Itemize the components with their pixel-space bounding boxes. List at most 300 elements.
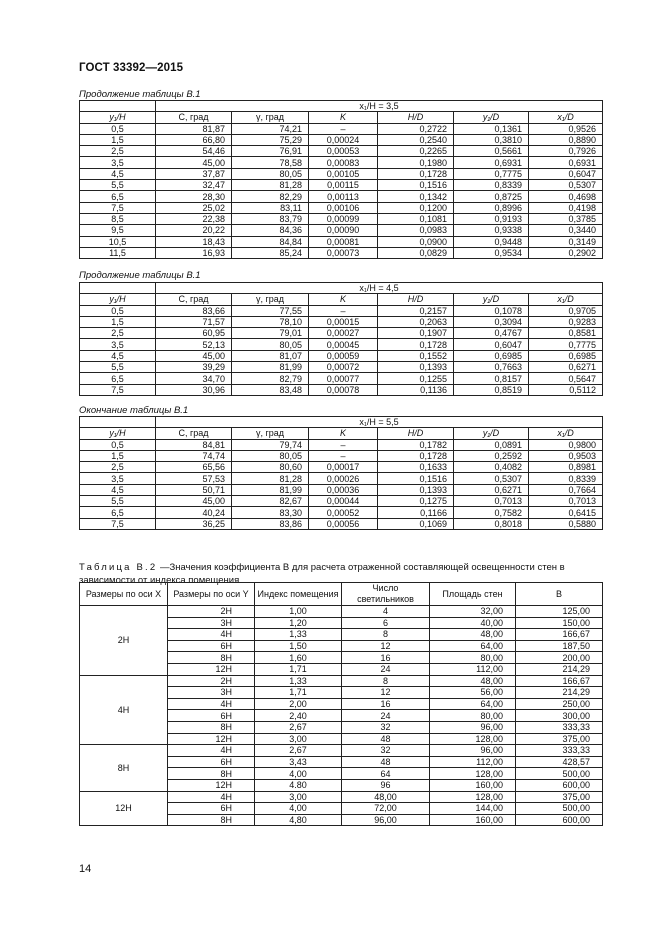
- table-cell: 0,2157: [378, 305, 454, 316]
- table-cell: 0,6271: [454, 484, 529, 495]
- table-cell: 0,1728: [378, 450, 454, 461]
- table-cell: 214,29: [516, 663, 603, 675]
- section-subheader: x₁/H = 5,5: [156, 417, 603, 428]
- table-cell: 8H: [168, 814, 255, 826]
- table-cell: 6H: [168, 756, 255, 768]
- table-cell: 4H: [168, 791, 255, 803]
- table-cell: 83,30: [232, 507, 309, 518]
- table-cell: 83,48: [232, 384, 309, 395]
- blank-cell: [80, 283, 156, 294]
- column-header: x₁/D: [529, 428, 603, 439]
- table-row: [80, 518, 603, 529]
- table-cell: 78,58: [232, 157, 309, 168]
- table-cell: 1,33: [255, 629, 342, 641]
- table-cell: 8H: [168, 768, 255, 780]
- table-cell: 0,3094: [454, 316, 529, 327]
- blank-cell: [80, 417, 156, 428]
- table-cell: 4.80: [255, 779, 342, 791]
- table-cell: 0,3810: [454, 134, 529, 145]
- column-header: K: [309, 294, 378, 305]
- table-cell: 81,28: [232, 473, 309, 484]
- table-cell: 65,56: [156, 462, 232, 473]
- table-cell: 2,5: [80, 462, 156, 473]
- table-cell: 0,5307: [529, 180, 603, 191]
- table-cell: 0,00027: [309, 328, 378, 339]
- table-cell: 0,00059: [309, 350, 378, 361]
- table-cell: 0,00044: [309, 496, 378, 507]
- table-row: [80, 236, 603, 247]
- column-header: y₁/H: [80, 428, 156, 439]
- table-cell: 125,00: [516, 606, 603, 618]
- table-cell: 0,00081: [309, 236, 378, 247]
- table-cell: 0,1393: [378, 484, 454, 495]
- table-cell: 0,2063: [378, 316, 454, 327]
- table-cell: 36,25: [156, 518, 232, 529]
- table-row: [80, 507, 603, 518]
- table-cell: 160,00: [430, 779, 516, 791]
- table-cell: 0,2592: [454, 450, 529, 461]
- table-cell: 30,96: [156, 384, 232, 395]
- table-cell: 0,8981: [529, 462, 603, 473]
- table-cell: 0,1200: [378, 202, 454, 213]
- table-cell: 0,8890: [529, 134, 603, 145]
- table-row: [80, 316, 603, 327]
- table-cell: 2H: [168, 606, 255, 618]
- column-header: y₁/H: [80, 112, 156, 123]
- table-cell: 0,3149: [529, 236, 603, 247]
- table-cell: 0,1728: [378, 168, 454, 179]
- table-cell: 0,7013: [454, 496, 529, 507]
- table-cell: 375,00: [516, 733, 603, 745]
- table-cell: 48,00: [430, 675, 516, 687]
- table-row: [80, 462, 603, 473]
- table-cell: 0,1728: [378, 339, 454, 350]
- table-row: [80, 305, 603, 316]
- table-cell: 1,00: [255, 606, 342, 618]
- column-header: x₁/D: [529, 112, 603, 123]
- table-cell: 5,5: [80, 362, 156, 373]
- table-cell: 1,60: [255, 652, 342, 664]
- column-header: γ, град: [232, 428, 309, 439]
- table-cell: 83,11: [232, 202, 309, 213]
- table-cell: 600,00: [516, 779, 603, 791]
- table-row: [80, 213, 603, 224]
- table-cell: 50,71: [156, 484, 232, 495]
- table-cell: 84,81: [156, 439, 232, 450]
- table-cell: 333,33: [516, 721, 603, 733]
- table-cell: 0,2540: [378, 134, 454, 145]
- table-cell: 0,8339: [529, 473, 603, 484]
- table-cell: 0,9800: [529, 439, 603, 450]
- table-cell: 1,20: [255, 617, 342, 629]
- table-cell: 2,5: [80, 146, 156, 157]
- table-cell: 45,00: [156, 157, 232, 168]
- column-header: y₁/D: [454, 428, 529, 439]
- table-b1-part: [79, 100, 603, 259]
- table-cell: 2,40: [255, 710, 342, 722]
- table-cell: 16,93: [156, 247, 232, 258]
- table-cell: 48,00: [430, 629, 516, 641]
- table-cell: 0,1081: [378, 213, 454, 224]
- table-cell: 39,29: [156, 362, 232, 373]
- column-header: H/D: [378, 294, 454, 305]
- table-cell: 84,84: [232, 236, 309, 247]
- table-cell: –: [309, 450, 378, 461]
- table-cell: 4H: [168, 698, 255, 710]
- table-cell: 0,00072: [309, 362, 378, 373]
- table-row: [80, 247, 603, 258]
- table-cell: 2,5: [80, 328, 156, 339]
- column-header: H/D: [378, 428, 454, 439]
- table-cell: 0,9534: [454, 247, 529, 258]
- table-cell: 5,5: [80, 180, 156, 191]
- table-cell: 0,9338: [454, 225, 529, 236]
- group-x-size: 8H: [80, 745, 168, 791]
- table-cell: 1,50: [255, 640, 342, 652]
- table-cell: 0,1166: [378, 507, 454, 518]
- table-cell: 0,1255: [378, 373, 454, 384]
- table-cell: 0,00015: [309, 316, 378, 327]
- table-cell: 7,5: [80, 202, 156, 213]
- group-x-size: 12H: [80, 791, 168, 826]
- table-cell: 74,74: [156, 450, 232, 461]
- table-cell: 0,9503: [529, 450, 603, 461]
- table-cell: 8H: [168, 721, 255, 733]
- table-row: [80, 134, 603, 145]
- table-cell: 81,07: [232, 350, 309, 361]
- table-cell: 74,21: [232, 123, 309, 134]
- table-cell: 80,05: [232, 168, 309, 179]
- table-row: [80, 168, 603, 179]
- column-header: Размеры по оси X: [80, 583, 168, 606]
- table-cell: 81,99: [232, 484, 309, 495]
- table-cell: –: [309, 123, 378, 134]
- table-row: [80, 180, 603, 191]
- table-cell: 2,67: [255, 745, 342, 757]
- table-cell: 0,1980: [378, 157, 454, 168]
- table-cell: 3,00: [255, 791, 342, 803]
- table-b2-label: Таблица В.2: [79, 562, 158, 573]
- table-cell: 0,8519: [454, 384, 529, 395]
- table-cell: 187,50: [516, 640, 603, 652]
- table-cell: 96,00: [430, 745, 516, 757]
- table-cell: 12H: [168, 733, 255, 745]
- table-cell: 112,00: [430, 756, 516, 768]
- table-b1-caption: Продолжение таблицы В.1: [79, 89, 201, 100]
- table-cell: 0,8725: [454, 191, 529, 202]
- column-header: Индекс помещения: [255, 583, 342, 606]
- table-cell: 1,5: [80, 450, 156, 461]
- table-cell: 64,00: [430, 698, 516, 710]
- table-cell: 0,00115: [309, 180, 378, 191]
- table-cell: 56,00: [430, 687, 516, 699]
- table-cell: 4,5: [80, 484, 156, 495]
- table-b2-header: [80, 583, 603, 606]
- table-cell: 0,6047: [454, 339, 529, 350]
- table-cell: 12H: [168, 663, 255, 675]
- table-b2: [79, 582, 603, 826]
- table-cell: 32: [342, 745, 430, 757]
- table-cell: 0,6271: [529, 362, 603, 373]
- table-cell: 0,00024: [309, 134, 378, 145]
- table-cell: 0,4767: [454, 328, 529, 339]
- table-cell: 40,24: [156, 507, 232, 518]
- table-cell: 3,43: [255, 756, 342, 768]
- table-cell: 0,2722: [378, 123, 454, 134]
- table-cell: 37,87: [156, 168, 232, 179]
- table-cell: 0,3440: [529, 225, 603, 236]
- table-cell: 0,4198: [529, 202, 603, 213]
- table-cell: 0,6931: [529, 157, 603, 168]
- table-cell: 48: [342, 756, 430, 768]
- table-cell: 3H: [168, 617, 255, 629]
- table-cell: 0,9526: [529, 123, 603, 134]
- table-cell: 1,33: [255, 675, 342, 687]
- table-cell: 0,1069: [378, 518, 454, 529]
- table-cell: 52,13: [156, 339, 232, 350]
- table-cell: 4H: [168, 745, 255, 757]
- group-x-size: 4H: [80, 675, 168, 745]
- table-cell: 1,71: [255, 687, 342, 699]
- column-header: Размеры по оси Y: [168, 583, 255, 606]
- table-cell: 12: [342, 640, 430, 652]
- table-row: [80, 362, 603, 373]
- table-row: [80, 328, 603, 339]
- table-cell: 0,00106: [309, 202, 378, 213]
- table-cell: 45,00: [156, 350, 232, 361]
- table-row: [80, 675, 603, 687]
- table-cell: 82,29: [232, 191, 309, 202]
- table-cell: 0,8157: [454, 373, 529, 384]
- column-header: H/D: [378, 112, 454, 123]
- table-cell: 82,79: [232, 373, 309, 384]
- column-header: γ, град: [232, 112, 309, 123]
- table-row: [80, 384, 603, 395]
- column-header: y₁/D: [454, 112, 529, 123]
- table-cell: 80,05: [232, 450, 309, 461]
- table-cell: 9,5: [80, 225, 156, 236]
- table-cell: 80,00: [430, 710, 516, 722]
- table-cell: 22,38: [156, 213, 232, 224]
- document-header: ГОСТ 33392—2015: [79, 62, 184, 74]
- table-cell: 0,8018: [454, 518, 529, 529]
- table-cell: 1,5: [80, 134, 156, 145]
- table-cell: 0,6047: [529, 168, 603, 179]
- table-cell: 81,28: [232, 180, 309, 191]
- table-cell: 0,00045: [309, 339, 378, 350]
- table-cell: 128,00: [430, 768, 516, 780]
- table-cell: 500,00: [516, 768, 603, 780]
- table-cell: 0,6985: [454, 350, 529, 361]
- table-cell: 0,5307: [454, 473, 529, 484]
- table-cell: 0,1136: [378, 384, 454, 395]
- table-cell: 6,5: [80, 507, 156, 518]
- table-cell: 24: [342, 710, 430, 722]
- table-cell: 6,5: [80, 373, 156, 384]
- table-cell: 4: [342, 606, 430, 618]
- table-cell: 96,00: [342, 814, 430, 826]
- table-row: [80, 450, 603, 461]
- table-cell: 6,5: [80, 191, 156, 202]
- table-cell: 0,1078: [454, 305, 529, 316]
- table-cell: 0,00113: [309, 191, 378, 202]
- table-cell: 200,00: [516, 652, 603, 664]
- table-cell: 0,1516: [378, 180, 454, 191]
- table-cell: 0,7582: [454, 507, 529, 518]
- table-cell: 82,67: [232, 496, 309, 507]
- table-cell: 0,00077: [309, 373, 378, 384]
- table-cell: 4,00: [255, 768, 342, 780]
- table-cell: 500,00: [516, 803, 603, 815]
- table-cell: 0,4082: [454, 462, 529, 473]
- table-cell: 3H: [168, 687, 255, 699]
- table-cell: 8: [342, 629, 430, 641]
- table-cell: 4,5: [80, 350, 156, 361]
- table-cell: 10,5: [80, 236, 156, 247]
- table-cell: 0,5880: [529, 518, 603, 529]
- table-cell: 25,02: [156, 202, 232, 213]
- table-cell: 8: [342, 675, 430, 687]
- table-row: [80, 745, 603, 757]
- table-cell: 48,00: [342, 791, 430, 803]
- table-cell: 0,9705: [529, 305, 603, 316]
- table-cell: 4H: [168, 629, 255, 641]
- table-row: [80, 484, 603, 495]
- table-cell: 0,2265: [378, 146, 454, 157]
- table-cell: 0,00105: [309, 168, 378, 179]
- table-cell: 28,30: [156, 191, 232, 202]
- table-cell: 0,1782: [378, 439, 454, 450]
- table-cell: 64: [342, 768, 430, 780]
- table-cell: 84,36: [232, 225, 309, 236]
- table-cell: 85,24: [232, 247, 309, 258]
- table-cell: 75,29: [232, 134, 309, 145]
- table-cell: 250,00: [516, 698, 603, 710]
- table-cell: 96: [342, 779, 430, 791]
- table-cell: 20,22: [156, 225, 232, 236]
- table-cell: 0,1342: [378, 191, 454, 202]
- column-header: C, град: [156, 428, 232, 439]
- table-cell: 12: [342, 687, 430, 699]
- table-cell: 144,00: [430, 803, 516, 815]
- table-row: [80, 191, 603, 202]
- table-cell: 60,95: [156, 328, 232, 339]
- table-cell: 0,0829: [378, 247, 454, 258]
- table-cell: 0,7664: [529, 484, 603, 495]
- table-row: [80, 202, 603, 213]
- table-cell: 0,1275: [378, 496, 454, 507]
- table-cell: 0,00026: [309, 473, 378, 484]
- table-row: [80, 225, 603, 236]
- table-row: [80, 439, 603, 450]
- table-cell: 81,87: [156, 123, 232, 134]
- table-cell: 0,5: [80, 439, 156, 450]
- table-cell: 32: [342, 721, 430, 733]
- table-cell: 0,7926: [529, 146, 603, 157]
- table-cell: 76,91: [232, 146, 309, 157]
- table-cell: 54,46: [156, 146, 232, 157]
- table-cell: 300,00: [516, 710, 603, 722]
- table-cell: 0,5: [80, 123, 156, 134]
- table-row: [80, 496, 603, 507]
- section-subheader: x₁/H = 4,5: [156, 283, 603, 294]
- table-cell: 34,70: [156, 373, 232, 384]
- table-cell: 79,01: [232, 328, 309, 339]
- table-cell: 0,2902: [529, 247, 603, 258]
- blank-cell: [80, 101, 156, 112]
- table-cell: 7,5: [80, 518, 156, 529]
- table-cell: 128,00: [430, 791, 516, 803]
- table-b1-part: [79, 282, 603, 396]
- table-cell: 3,5: [80, 473, 156, 484]
- table-cell: 96,00: [430, 721, 516, 733]
- table-cell: 77,55: [232, 305, 309, 316]
- table-cell: 0,7013: [529, 496, 603, 507]
- page-number: 14: [79, 863, 92, 875]
- table-cell: 0,00036: [309, 484, 378, 495]
- column-header: Площадь стен: [430, 583, 516, 606]
- table-cell: 83,66: [156, 305, 232, 316]
- table-cell: 0,7663: [454, 362, 529, 373]
- table-cell: 6H: [168, 803, 255, 815]
- table-cell: 4,80: [255, 814, 342, 826]
- column-header: y₁/H: [80, 294, 156, 305]
- table-cell: 0,7775: [529, 339, 603, 350]
- table-cell: 80,60: [232, 462, 309, 473]
- table-cell: 0,8996: [454, 202, 529, 213]
- table-cell: 0,1393: [378, 362, 454, 373]
- table-cell: 8H: [168, 652, 255, 664]
- table-cell: 72,00: [342, 803, 430, 815]
- table-cell: 128,00: [430, 733, 516, 745]
- table-row: [80, 473, 603, 484]
- table-cell: 24: [342, 663, 430, 675]
- table-cell: 0,8339: [454, 180, 529, 191]
- table-cell: 0,9193: [454, 213, 529, 224]
- table-row: [80, 350, 603, 361]
- table-cell: 160,00: [430, 814, 516, 826]
- table-cell: 57,53: [156, 473, 232, 484]
- table-cell: 0,00083: [309, 157, 378, 168]
- table-cell: 2H: [168, 675, 255, 687]
- table-row: [80, 373, 603, 384]
- table-cell: 214,29: [516, 687, 603, 699]
- table-cell: 8,5: [80, 213, 156, 224]
- table-cell: 0,7775: [454, 168, 529, 179]
- table-cell: 78,10: [232, 316, 309, 327]
- column-header: γ, град: [232, 294, 309, 305]
- table-cell: 48: [342, 733, 430, 745]
- table-cell: 0,5: [80, 305, 156, 316]
- table-cell: 0,5661: [454, 146, 529, 157]
- table-cell: 0,4698: [529, 191, 603, 202]
- table-cell: 1,71: [255, 663, 342, 675]
- table-cell: 333,33: [516, 745, 603, 757]
- table-b1-caption: Продолжение таблицы В.1: [79, 270, 201, 281]
- table-cell: 81,99: [232, 362, 309, 373]
- table-cell: 18,43: [156, 236, 232, 247]
- table-cell: 12H: [168, 779, 255, 791]
- table-cell: –: [309, 439, 378, 450]
- table-cell: 0,1552: [378, 350, 454, 361]
- table-cell: 0,00073: [309, 247, 378, 258]
- table-row: [80, 606, 603, 618]
- table-cell: 166,67: [516, 629, 603, 641]
- table-cell: 0,6415: [529, 507, 603, 518]
- table-cell: 3,5: [80, 339, 156, 350]
- section-subheader: x₁/H = 3,5: [156, 101, 603, 112]
- table-cell: 0,1907: [378, 328, 454, 339]
